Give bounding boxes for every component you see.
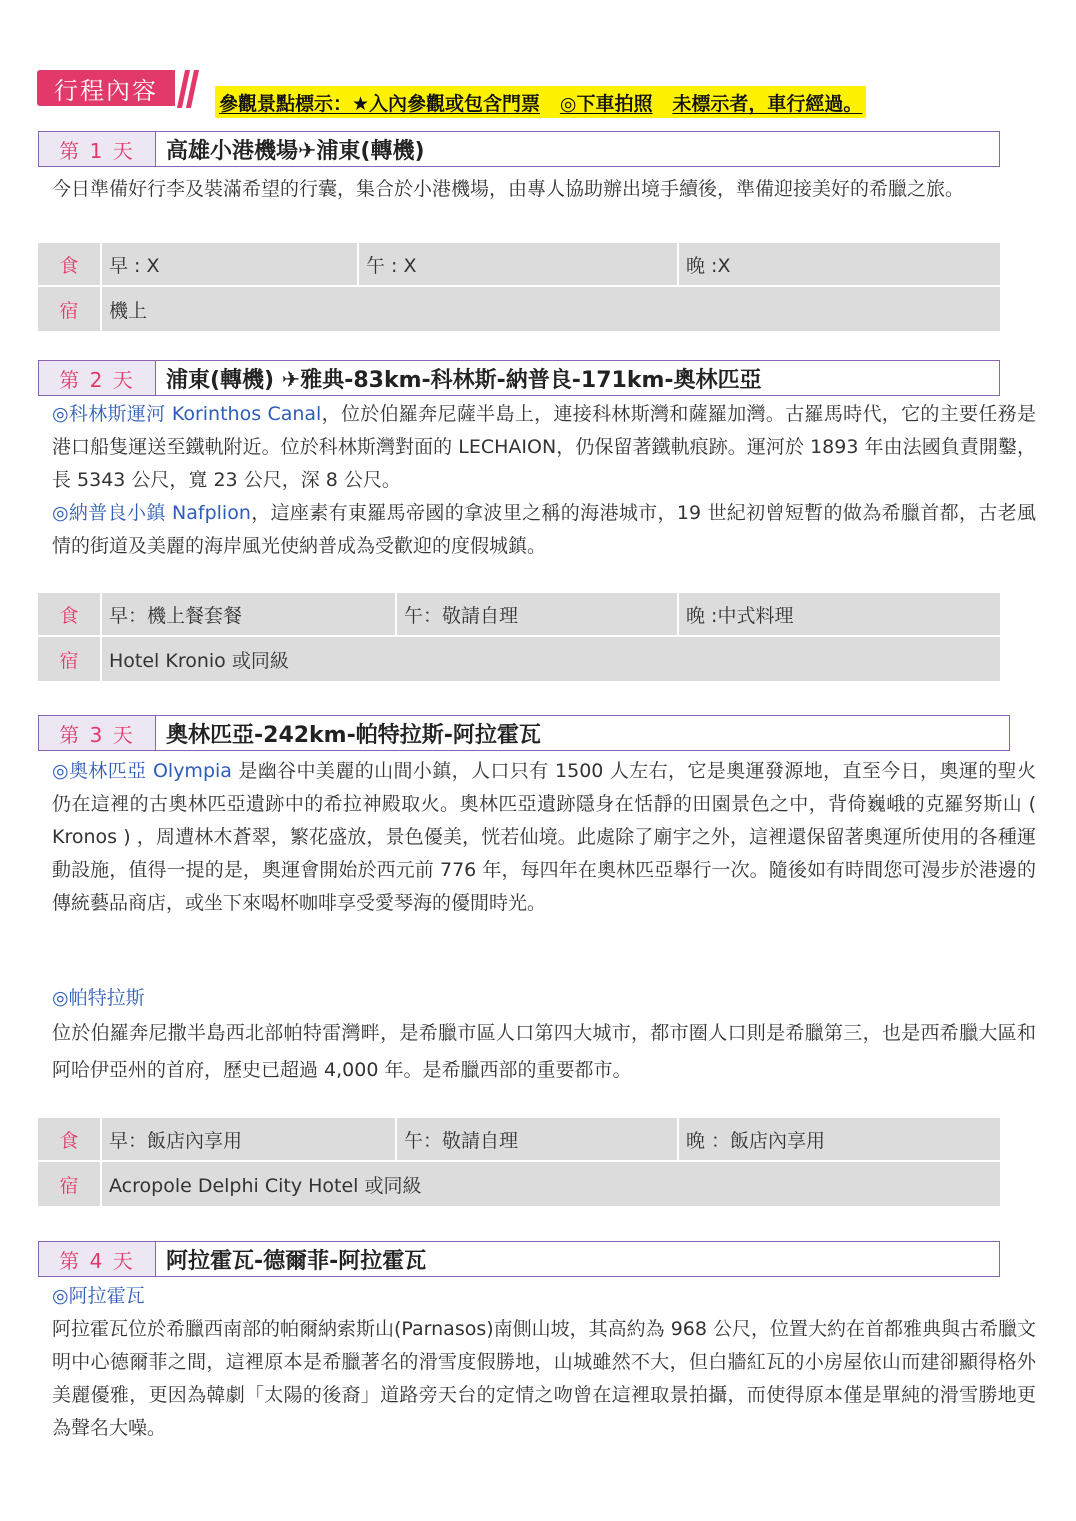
hotel: 機上 [109, 299, 148, 322]
spot-text: ，位於伯羅奔尼薩半島上，連接科林斯灣和薩羅加灣。古羅馬時代，它的主要任務是港口船隻運送至鐵軌附近。位於科林斯灣對面的 LECHAION，仍保留著鐵軌痕跡。運河於 1893 年由法國負責開鑿，長 5343 公尺，寬 23 公尺，深 8 公尺。 [52, 403, 1036, 491]
hotel-label: 宿 [38, 1162, 102, 1206]
lunch: 午：敬請自理 [397, 593, 679, 635]
day-title: 奧林匹亞-242km-帕特拉斯-阿拉霍瓦 [166, 722, 541, 748]
day-1-header [38, 131, 1000, 167]
spot-name: ◎科林斯運河 Korinthos Canal [52, 403, 322, 425]
day-title: 浦東(轉機) ✈雅典-83km-科林斯-納普良-171km-奧林匹亞 [166, 367, 762, 393]
meal-label: 食 [38, 593, 102, 635]
spot-name: ◎阿拉霍瓦 [52, 1285, 145, 1307]
day-2-header [38, 360, 1000, 396]
day-title: 高雄小港機場✈浦東(轉機) [166, 138, 425, 164]
breakfast: 早：飯店內享用 [102, 1118, 397, 1160]
legend-pass: 未標示者，車行經過。 [672, 92, 863, 115]
day-3-header [38, 715, 1010, 751]
itinerary-header [37, 70, 1037, 115]
lunch: 午：敬請自理 [397, 1118, 679, 1160]
spot-name: ◎納普良小鎮 Nafplion [52, 502, 251, 524]
spot-text: 阿拉霍瓦位於希臘西南部的帕爾納索斯山(Parnasos)南側山坡，其高約為 968 公尺，位置大約在首都雅典與古希臘文明中心德爾菲之間，這裡原本是希臘著名的滑雪度假勝地，山城雖然不大，但白牆紅瓦的小房屋依山而建卻顯得格外美麗優雅，更因為韓劇「太陽的後裔」道路旁天台的定情之吻曾在這裡取景拍攝，而使得原本僅是單純的滑雪勝地更為聲名大噪。 [52, 1318, 1037, 1439]
spot-text: ，這座素有東羅馬帝國的拿波里之稱的海港城市，19 世紀初曾短暫的做為希臘首都，古老風情的街道及美麗的海岸風光使納普成為受歡迎的度假城鎮。 [52, 502, 1037, 557]
spot-name: ◎帕特拉斯 [52, 987, 145, 1009]
day-number: 第 2 天 [39, 361, 156, 395]
day-3-description-2 [52, 982, 1036, 1089]
day-2-meals [38, 593, 1000, 681]
legend-prefix: 參觀景點標示： [219, 92, 353, 115]
day-title: 阿拉霍瓦-德爾菲-阿拉霍瓦 [166, 1248, 427, 1274]
breakfast: 早：機上餐套餐 [102, 593, 397, 635]
itinerary-badge: 行程內容 [37, 70, 175, 106]
lunch: 午 : X [359, 243, 679, 285]
day-4-header [38, 1241, 1000, 1277]
dinner: 晚 ：飯店內享用 [686, 1129, 826, 1152]
dinner: 晚 :X [686, 254, 731, 277]
day-number: 第 3 天 [39, 716, 156, 750]
spot-name: ◎奧林匹亞 Olympia [52, 760, 232, 782]
spot-text: 是幽谷中美麗的山間小鎮，人口只有 1500 人左右，它是奧運發源地，直至今日，奧運的聖火仍在這裡的古奧林匹亞遺跡中的希拉神殿取火。奧林匹亞遺跡隱身在恬靜的田園景色之中，背倚巍峨的克羅努斯山 ( Kronos ) ，周遭林木蒼翠，繁花盛放，景色優美，恍若仙境。此處除了廟宇之外，這裡還保留著奧運所使用的各種運動設施，值得一提的是，奧運會開始於西元前 776 年，每四年在奧林匹亞舉行一次。隨後如有時間您可漫步於港邊的傳統藝品商店，或坐下來喝杯咖啡享受愛琴海的優閒時光。 [52, 760, 1036, 914]
day-number: 第 4 天 [39, 1242, 156, 1276]
hotel: Hotel Kronio 或同級 [109, 649, 289, 672]
spot-text: 位於伯羅奔尼撒半島西北部帕特雷灣畔，是希臘市區人口第四大城市，都市圈人口則是希臘第三，也是西希臘大區和阿哈伊亞州的首府，歷史已超過 4,000 年。是希臘西部的重要都市。 [52, 1022, 1036, 1081]
day-number: 第 1 天 [39, 132, 156, 166]
legend-enter: ★入內參觀或包含門票 [352, 92, 541, 115]
day-4-description [52, 1280, 1036, 1445]
day-1-meals [38, 243, 1000, 331]
breakfast: 早 : X [102, 243, 359, 285]
dinner: 晚 :中式料理 [686, 604, 794, 627]
meal-label: 食 [38, 243, 102, 285]
day-3-description [52, 755, 1036, 920]
hotel-label: 宿 [38, 287, 102, 331]
meal-label: 食 [38, 1118, 102, 1160]
day-2-description [52, 398, 1036, 563]
legend-photo: ◎下車拍照 [559, 92, 653, 115]
sightseeing-legend [215, 86, 866, 118]
day-1-description: 今日準備好行李及裝滿希望的行囊，集合於小港機場，由專人協助辦出境手續後，準備迎接美好的希臘之旅。 [52, 178, 965, 200]
day-3-meals [38, 1118, 1000, 1206]
hotel-label: 宿 [38, 637, 102, 681]
hotel: Acropole Delphi City Hotel 或同級 [109, 1174, 422, 1197]
